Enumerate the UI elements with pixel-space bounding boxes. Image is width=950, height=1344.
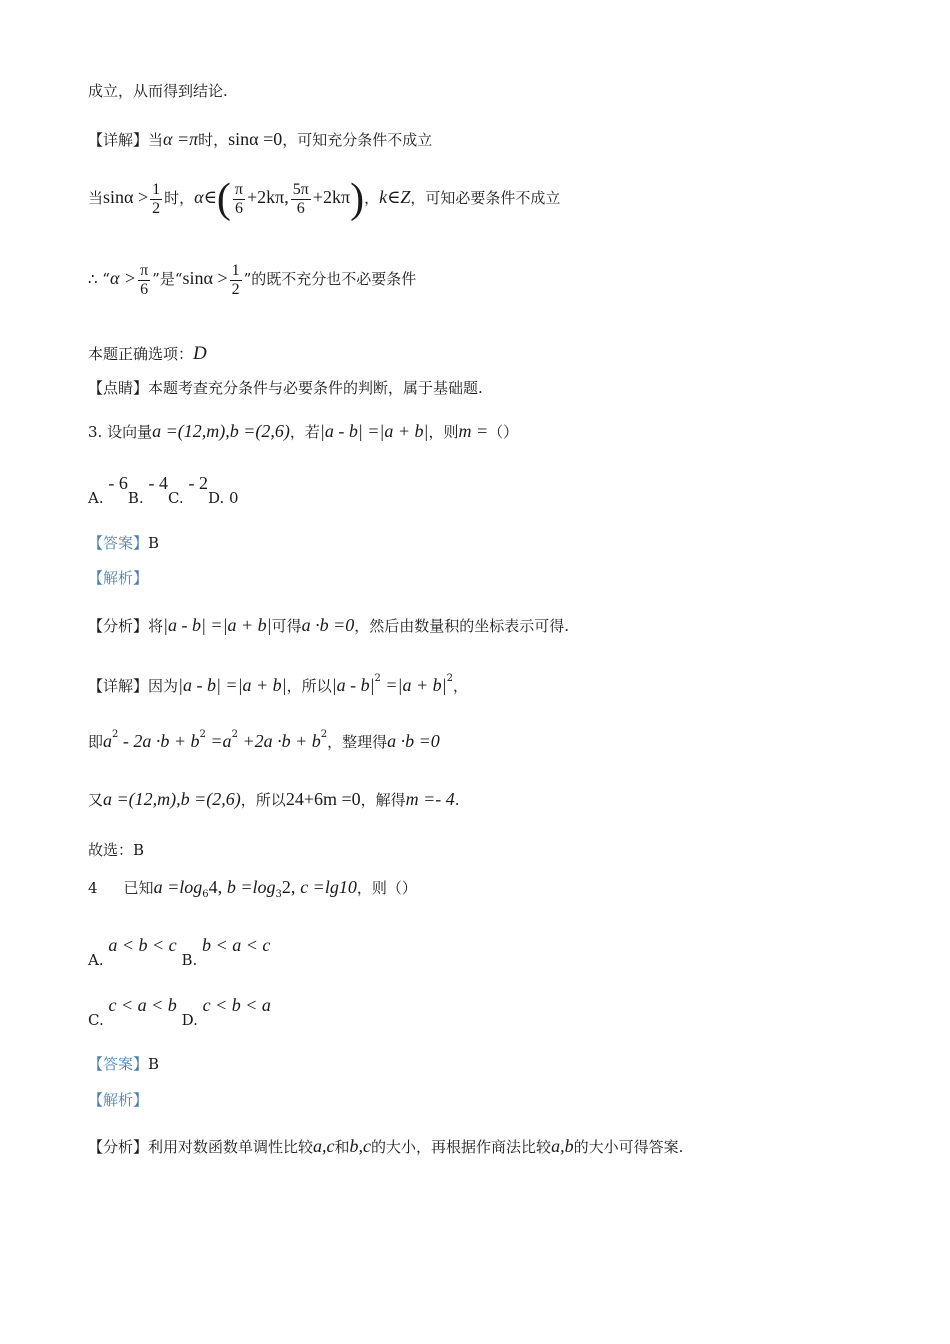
math: =|a + b| bbox=[380, 675, 447, 695]
question-number: 4 bbox=[88, 879, 98, 897]
option-label: B. bbox=[181, 951, 198, 969]
text: 的大小可得答案. bbox=[573, 1138, 684, 1156]
denominator: 6 bbox=[140, 280, 149, 298]
math: a ·b =0 bbox=[301, 615, 355, 635]
math: b,c bbox=[349, 1136, 372, 1156]
numerator: 1 bbox=[231, 262, 240, 279]
fraction bbox=[291, 181, 311, 217]
text: 的大小，再根据作商法比较 bbox=[371, 1138, 552, 1156]
math: a =log bbox=[153, 877, 203, 897]
section-tag: 【点睛】 bbox=[88, 379, 149, 397]
analysis-tag: 【解析】 bbox=[88, 1091, 149, 1109]
detail-line bbox=[88, 130, 432, 148]
detail-line bbox=[88, 730, 440, 750]
text: 将 bbox=[148, 617, 164, 635]
option-label: A. bbox=[88, 951, 104, 969]
text: 即 bbox=[88, 733, 104, 751]
text: 时， bbox=[164, 189, 195, 207]
conclusion-line: 故选：B bbox=[88, 841, 145, 859]
text: ，解得 bbox=[360, 791, 406, 809]
option-value: - 4 bbox=[148, 473, 168, 493]
text: 成立，从而得到结论. bbox=[88, 82, 228, 100]
denominator: 6 bbox=[296, 199, 305, 217]
text: （） bbox=[488, 423, 519, 441]
math: b =log bbox=[226, 877, 276, 897]
detail-line bbox=[88, 790, 460, 808]
text: ”是“ bbox=[152, 270, 183, 289]
denominator: 2 bbox=[231, 280, 240, 298]
math: a =(12,m),b =(2,6) bbox=[103, 789, 241, 809]
text: ，则（） bbox=[356, 879, 417, 897]
text: ， bbox=[364, 189, 380, 207]
options-3 bbox=[88, 473, 239, 507]
fraction bbox=[233, 181, 245, 217]
answer-value: B bbox=[148, 534, 160, 552]
text: 时， bbox=[198, 131, 229, 149]
superscript: 2 bbox=[231, 729, 238, 740]
option-value: - 2 bbox=[188, 473, 208, 493]
answer-tag: 【答案】 bbox=[88, 534, 149, 552]
option-label: B. bbox=[127, 489, 144, 507]
text: 可得 bbox=[271, 617, 302, 635]
answer-value: B bbox=[148, 1055, 160, 1073]
text: 当 bbox=[148, 131, 164, 149]
text: ∴ “ bbox=[88, 270, 110, 289]
analysis-line bbox=[88, 616, 569, 634]
answer-4 bbox=[88, 1057, 159, 1072]
option-value: c < a < b bbox=[108, 995, 177, 1015]
text: ，可知充分条件不成立 bbox=[282, 131, 433, 149]
math: α > bbox=[109, 268, 137, 289]
options-4-row1 bbox=[88, 935, 271, 969]
math: a ·b =0 bbox=[387, 731, 440, 751]
numerator: π bbox=[140, 262, 149, 279]
option-label: D. 0 bbox=[207, 489, 239, 507]
section-tag: 【详解】 bbox=[88, 131, 149, 149]
text: ，然后由数量积的坐标表示可得. bbox=[354, 617, 570, 635]
option-label: D. bbox=[181, 1011, 198, 1029]
math: sinα =0 bbox=[228, 129, 283, 149]
math: α∈ bbox=[194, 187, 217, 207]
denominator: 2 bbox=[152, 199, 161, 217]
remark-line bbox=[88, 381, 483, 396]
text: 3. 设向量 bbox=[88, 423, 153, 441]
analysis-line bbox=[88, 1137, 683, 1155]
numerator: 1 bbox=[152, 180, 161, 198]
math: 2, bbox=[281, 877, 296, 897]
superscript: 2 bbox=[320, 729, 328, 740]
section-tag: 【详解】 bbox=[88, 677, 149, 695]
text: ，所以 bbox=[240, 791, 286, 809]
text: ，所以 bbox=[286, 677, 332, 695]
detail-line bbox=[88, 262, 416, 298]
math: sinα > bbox=[103, 187, 149, 207]
fraction bbox=[138, 262, 150, 298]
math: a,c bbox=[313, 1136, 335, 1156]
math: |a - b| =|a + b| bbox=[319, 421, 429, 441]
superscript: 2 bbox=[374, 673, 381, 684]
text: 本题正确选项： bbox=[88, 345, 194, 363]
answer-3 bbox=[88, 536, 159, 551]
option-label: C. bbox=[167, 489, 184, 507]
superscript: 2 bbox=[112, 729, 119, 740]
math: a bbox=[103, 731, 113, 751]
option-value: b < a < c bbox=[202, 935, 271, 955]
math: m = bbox=[458, 421, 489, 441]
math: 24+6m =0 bbox=[285, 789, 361, 809]
text: 利用对数函数单调性比较 bbox=[148, 1138, 314, 1156]
math: c =lg10 bbox=[300, 877, 357, 897]
subscript: 3 bbox=[275, 889, 282, 900]
math: |a - b| bbox=[331, 675, 375, 695]
math: +2a ·b + b bbox=[237, 731, 321, 751]
math: a,b bbox=[551, 1136, 574, 1156]
text: ，若 bbox=[289, 423, 320, 441]
math: +2kπ bbox=[312, 187, 351, 207]
text: 因为 bbox=[148, 677, 179, 695]
text: ， bbox=[452, 677, 468, 695]
option-value: - 6 bbox=[108, 473, 128, 493]
math: - 2a ·b + b bbox=[118, 731, 200, 751]
math: D bbox=[193, 343, 207, 364]
superscript: 2 bbox=[446, 673, 453, 684]
text: 和 bbox=[334, 1138, 350, 1156]
analysis-tag: 【解析】 bbox=[88, 569, 149, 587]
subscript: 6 bbox=[202, 889, 209, 900]
math: +2kπ, bbox=[246, 187, 289, 207]
options-4-row2 bbox=[88, 995, 271, 1029]
math: |a - b| =|a + b| bbox=[178, 675, 287, 695]
text: ，则 bbox=[428, 423, 459, 441]
text: ”的既不充分也不必要条件 bbox=[243, 270, 417, 289]
denominator: 6 bbox=[234, 199, 243, 217]
text: 当 bbox=[88, 189, 104, 207]
text: . bbox=[454, 791, 460, 809]
answer-line bbox=[88, 344, 207, 363]
numerator: 5π bbox=[292, 180, 309, 198]
math: =a bbox=[205, 731, 232, 751]
detail-line bbox=[88, 674, 468, 694]
math: m =- 4 bbox=[405, 789, 455, 809]
section-tag: 【分析】 bbox=[88, 1138, 149, 1156]
option-label: A. bbox=[88, 489, 104, 507]
numerator: π bbox=[234, 180, 243, 198]
text: 本题考查充分条件与必要条件的判断，属于基础题. bbox=[148, 379, 483, 397]
math: sinα > bbox=[182, 268, 228, 289]
fraction bbox=[150, 181, 162, 217]
text: ，可知必要条件不成立 bbox=[410, 189, 561, 207]
math: 4, bbox=[208, 877, 223, 897]
paren: ( bbox=[216, 176, 231, 222]
section-tag: 【分析】 bbox=[88, 617, 149, 635]
text: ，整理得 bbox=[327, 733, 388, 751]
option-value: c < b < a bbox=[202, 995, 271, 1015]
paren: ) bbox=[350, 176, 365, 222]
text-line bbox=[88, 84, 228, 99]
superscript: 2 bbox=[199, 729, 206, 740]
option-value: a < b < c bbox=[108, 935, 177, 955]
fraction bbox=[230, 262, 242, 298]
math: k∈Z bbox=[379, 187, 411, 207]
math: α =π bbox=[163, 129, 199, 149]
question-4 bbox=[88, 878, 417, 900]
math: |a - b| =|a + b| bbox=[163, 615, 272, 635]
text: 又 bbox=[88, 791, 104, 809]
detail-line bbox=[88, 178, 560, 220]
answer-tag: 【答案】 bbox=[88, 1055, 149, 1073]
question-3 bbox=[88, 422, 518, 440]
text: 已知 bbox=[123, 879, 154, 897]
math: a =(12,m),b =(2,6) bbox=[152, 421, 290, 441]
option-label: C. bbox=[88, 1011, 104, 1029]
